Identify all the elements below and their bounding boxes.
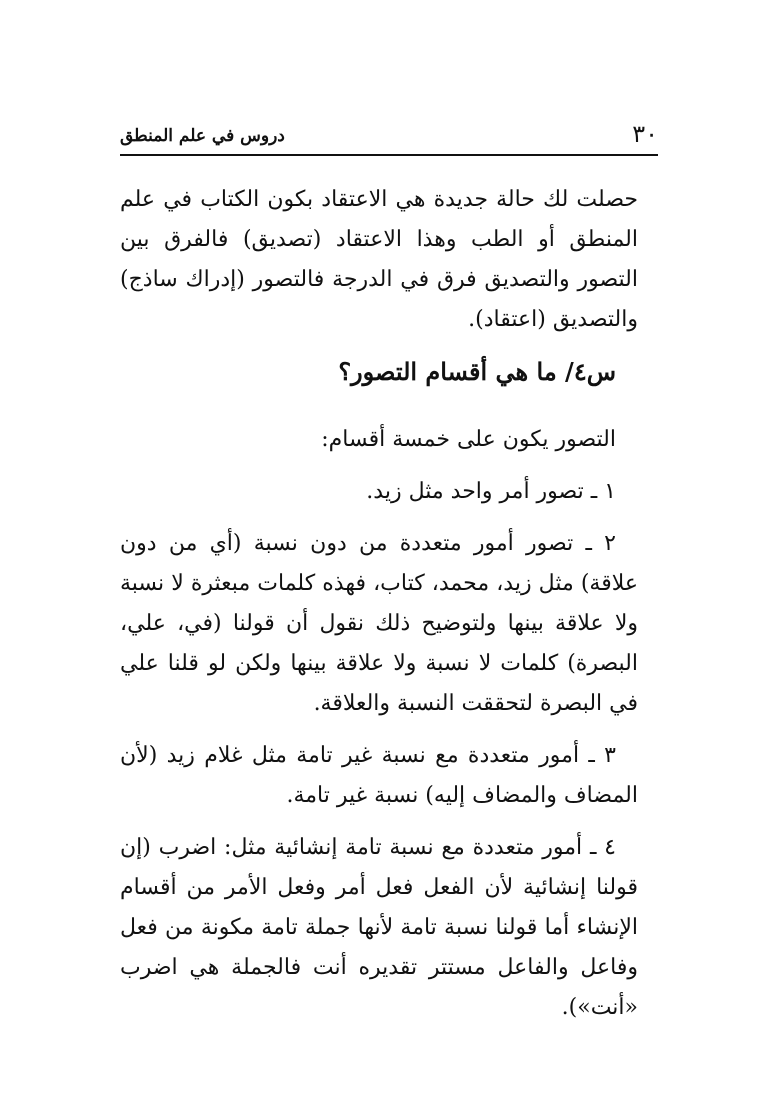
running-title: دروس في علم المنطق (120, 126, 285, 146)
list-item-1: ١ ـ تصور أمر واحد مثل زيد. (366, 479, 616, 504)
page-header (120, 120, 658, 156)
list-item-4: ٤ ـ أمور متعددة مع نسبة تامة إنشائية مثل: اضرب (إن قولنا إنشائية لأن الفعل فعل أمر وفعل الأمر من أقسام الإنشاء أما قولنا نسبة تامة لأنها جملة تامة مكونة من فعل وفاعل والفاعل مستتر تقديره أنت فالجملة هي اضرب «أنت»). (120, 835, 638, 1020)
list-item-2: ٢ ـ تصور أمور متعددة من دون نسبة (أي من دون علاقة) مثل زيد، محمد، كتاب، فهذه كلمات مبعثرة لا نسبة ولا علاقة بينها ولتوضيح ذلك نقول أن قولنا (في، علي، البصرة) كلمات لا نسبة ولا علاقة بينها ولكن لو قلنا علي في البصرة لتحققت النسبة والعلاقة. (120, 531, 638, 716)
paragraph-intro: التصور يكون على خمسة أقسام: (321, 427, 616, 452)
paragraph-continuation: حصلت لك حالة جديدة هي الاعتقاد بكون الكتاب في علم المنطق أو الطب وهذا الاعتقاد (تصديق) فالفرق بين التصور والتصديق فرق في الدرجة فالتصور (إدراك ساذج) والتصديق (اعتقاد). (120, 187, 638, 332)
page-number: ٣٠ (632, 120, 658, 148)
page-body (120, 180, 638, 1054)
question-heading: س٤/ ما هي أقسام التصور؟ (338, 357, 616, 386)
list-item-3: ٣ ـ أمور متعددة مع نسبة غير تامة مثل غلام زيد (لأن المضاف والمضاف إليه) نسبة غير تامة. (120, 743, 638, 808)
